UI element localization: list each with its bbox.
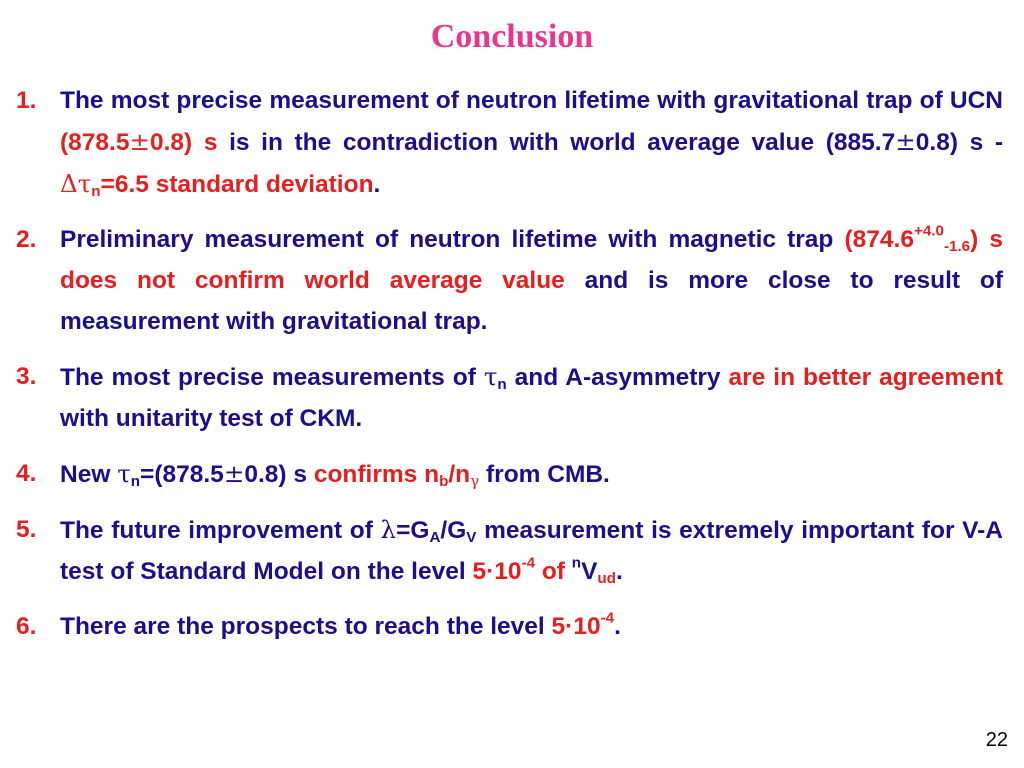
text-run: is in the contradiction with world average value (885.7 bbox=[217, 129, 896, 156]
text-run: 0.8) s bbox=[150, 129, 218, 156]
subscript: n bbox=[130, 472, 141, 490]
subscript: -1.6 bbox=[943, 237, 971, 255]
item-text bbox=[60, 219, 1003, 342]
list-item bbox=[16, 219, 1003, 342]
text-run: and A-asymmetry bbox=[506, 364, 729, 391]
lambda-symbol: λ bbox=[380, 515, 397, 544]
list-item bbox=[16, 509, 1003, 592]
tau-symbol: τ bbox=[483, 362, 498, 391]
text-run: (878.5 bbox=[60, 129, 130, 156]
slide-title: Conclusion bbox=[430, 18, 594, 55]
text-run: . bbox=[615, 558, 623, 585]
highlight bbox=[551, 609, 615, 640]
text-run: =G bbox=[396, 517, 430, 544]
subscript: n bbox=[91, 182, 101, 200]
text-run: The most precise measurements of bbox=[60, 364, 484, 391]
highlight bbox=[314, 461, 479, 488]
text-run: Preliminary measurement of neutron lifetime with magnetic trap bbox=[60, 226, 845, 253]
subscript: A bbox=[429, 528, 441, 546]
subscript: b bbox=[439, 472, 449, 490]
text-run: . bbox=[614, 613, 621, 640]
subscript: ud bbox=[597, 569, 616, 587]
list-item bbox=[16, 356, 1003, 439]
item-text bbox=[60, 509, 1003, 592]
tau-symbol: τ bbox=[77, 169, 92, 198]
text-run: /G bbox=[440, 517, 467, 544]
subscript: V bbox=[466, 528, 477, 546]
plus-minus-symbol: ± bbox=[895, 127, 916, 156]
superscript: -4 bbox=[521, 554, 536, 572]
text-run: ) s does not confirm world average value bbox=[60, 226, 1003, 294]
text-run: from CMB. bbox=[479, 461, 610, 488]
highlight bbox=[60, 129, 217, 156]
item-text bbox=[60, 453, 1003, 495]
delta-symbol: Δ bbox=[60, 169, 78, 198]
text-run: =6.5 standard deviation bbox=[100, 171, 374, 198]
highlight bbox=[60, 171, 374, 198]
highlight: are in better agreement bbox=[728, 364, 1003, 391]
text-run: The future improvement of bbox=[60, 517, 381, 544]
item-text bbox=[60, 606, 1003, 647]
text-run: =(878.5 bbox=[140, 461, 224, 488]
list-item bbox=[16, 606, 1003, 647]
text-run: (874.6 bbox=[844, 226, 914, 253]
plus-minus-symbol: ± bbox=[223, 459, 245, 488]
tau-symbol: τ bbox=[117, 459, 131, 488]
text-run: and is more close to result of measurement with gravitational trap. bbox=[60, 267, 1003, 335]
list-item bbox=[16, 453, 1003, 495]
text-run: confirms n bbox=[313, 461, 440, 488]
item-text bbox=[60, 80, 1003, 205]
superscript: -4 bbox=[600, 609, 615, 627]
item-text bbox=[60, 356, 1003, 439]
item-number: 1. bbox=[16, 87, 37, 114]
page-number: 22 bbox=[985, 729, 1008, 751]
text-run: 0.8) s bbox=[244, 461, 314, 488]
item-number: 6. bbox=[16, 613, 37, 640]
gamma-subscript: γ bbox=[470, 471, 480, 490]
text-run: of bbox=[535, 558, 572, 585]
text-run: V bbox=[581, 558, 598, 585]
superscript: +4.0 bbox=[913, 222, 944, 240]
text-run: The most precise measurement of neutron lifetime with gravitational trap of UCN bbox=[60, 87, 1003, 114]
highlight bbox=[472, 554, 572, 585]
superscript: n bbox=[571, 554, 582, 572]
subscript: n bbox=[497, 375, 507, 393]
item-number: 4. bbox=[16, 460, 37, 487]
conclusion-list bbox=[16, 80, 1003, 661]
text-run: New bbox=[60, 461, 118, 488]
item-number: 2. bbox=[16, 226, 37, 253]
list-item bbox=[16, 80, 1003, 205]
text-run: There are the prospects to reach the level bbox=[60, 613, 552, 640]
text-run: /n bbox=[448, 461, 471, 488]
text-run: 0.8) s - bbox=[915, 129, 1004, 156]
item-number: 3. bbox=[16, 363, 37, 390]
text-run: with unitarity test of CKM. bbox=[60, 405, 363, 432]
text-run: . bbox=[373, 171, 381, 198]
plus-minus-symbol: ± bbox=[129, 127, 150, 156]
text-run: measurement is extremely important for V-A test of Standard Model on the level bbox=[60, 517, 1003, 585]
text-run: 5·10 bbox=[551, 613, 601, 640]
text-run: 5·10 bbox=[472, 558, 522, 585]
item-number: 5. bbox=[16, 516, 37, 543]
